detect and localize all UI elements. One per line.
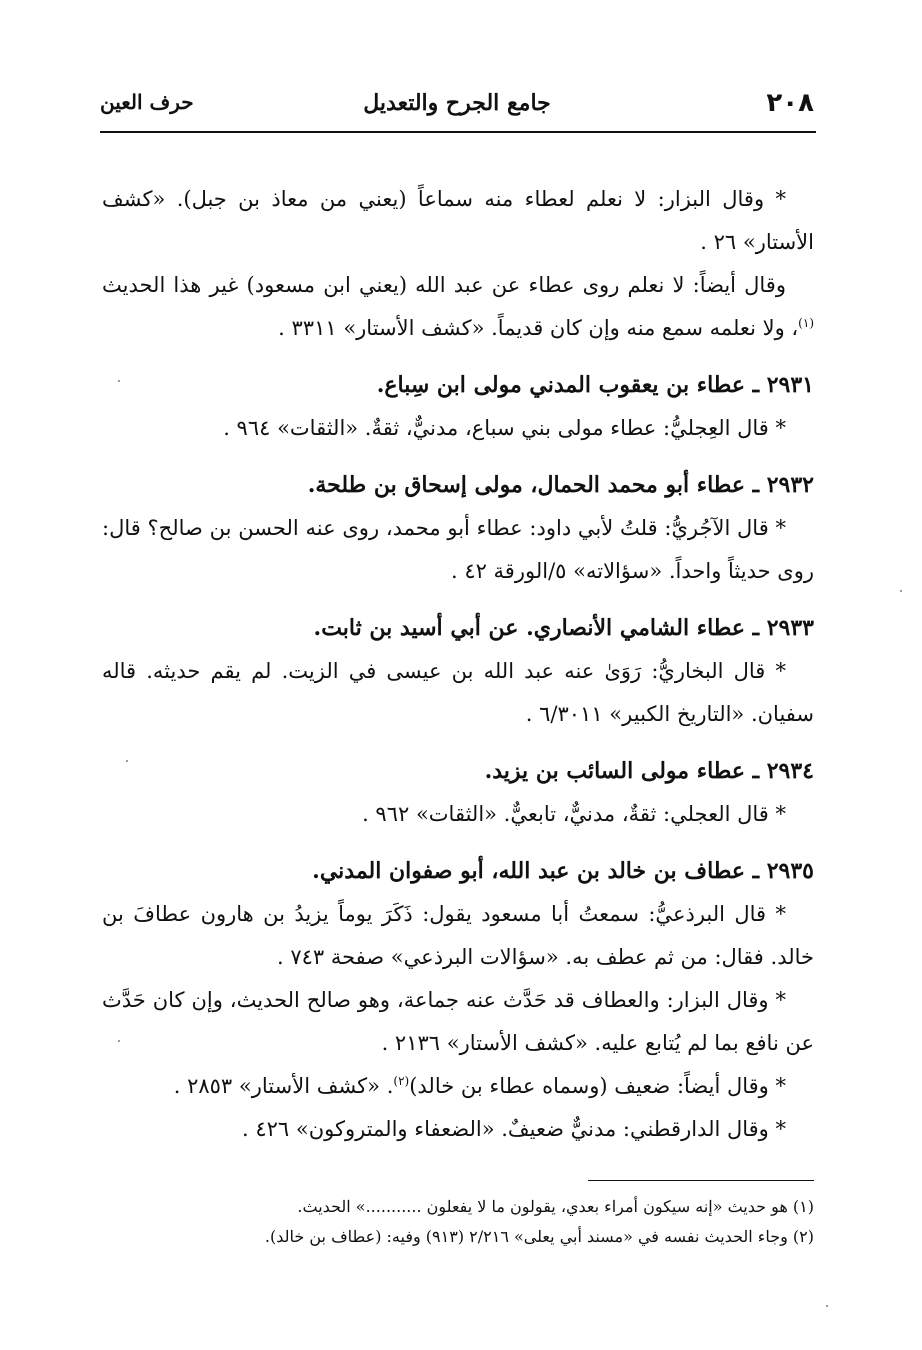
page-number: ٢٠٨ [766, 88, 814, 118]
entry-title: ٢٩٣١ ـ عطاء بن يعقوب المدني مولى ابن سِباع. [376, 372, 814, 398]
footnotes [140, 1192, 814, 1252]
footnote: (١) هو حديث «إنه سيكون أمراء بعدي، يقولون ما لا يفعلون ...........» الحديث. [297, 1197, 814, 1216]
scan-speck [826, 1305, 828, 1307]
entry-title: ٢٩٣٢ ـ عطاء أبو محمد الحمال، مولى إسحاق بن طلحة. [307, 472, 814, 498]
paragraph: وقال أيضاً: لا نعلم روى عطاء عن عبد الله (يعني ابن مسعود) غير هذا الحديث $^{(١)}$، ولا نعلمه سمع منه وإن كان قديماً. «كشف الأستار» ٣٣١١ . [102, 273, 814, 340]
paragraph: * قال البرذعيُّ: سمعتُ أبا مسعود يقول: ذَكَرَ يوماً يزيدُ بن هارون عطافَ بن خالد. فقال: من ثم عطف به. «سؤالات البرذعي» صفحة ٧٤٣ . [102, 902, 814, 969]
scan-speck [900, 590, 902, 592]
main-text [102, 178, 814, 1151]
scan-speck [118, 1040, 120, 1042]
paragraph: * وقال أيضاً: ضعيف (وسماه عطاء بن خالد)$^{(٢)}$. «كشف الأستار» ٢٨٥٣ . [173, 1074, 786, 1098]
paragraph: * وقال الدارقطني: مدنيٌّ ضعيفٌ. «الضعفاء والمتروكون» ٤٢٦ . [241, 1117, 786, 1141]
book-title: جامع الجرح والتعديل [363, 90, 551, 116]
paragraph: * قال العِجليُّ: عطاء مولى بني سباع، مدنيٌّ، ثقةٌ. «الثقات» ٩٦٤ . [223, 416, 786, 440]
entry-title: ٢٩٣٥ ـ عطاف بن خالد بن عبد الله، أبو صفوان المدني. [312, 858, 814, 884]
entry-title: ٢٩٣٤ ـ عطاء مولى السائب بن يزيد. [484, 758, 814, 784]
paragraph: * قال الآجُريُّ: قلتُ لأبي داود: عطاء أبو محمد، روى عنه الحسن بن صالح؟ قال: روى حديثاً واحداً. «سؤالاته» ٥/الورقة ٤٢ . [102, 516, 814, 583]
scan-speck [118, 380, 120, 382]
paragraph: * وقال البزار: والعطاف قد حَدَّث عنه جماعة، وهو صالح الحديث، وإن كان حَدَّث عن نافع بما لم يُتابع عليه. «كشف الأستار» ٢١٣٦ . [102, 988, 814, 1055]
footnote-ref: (١) [798, 316, 814, 330]
footnote-rule [588, 1180, 814, 1181]
footnote-ref: (٢) [393, 1074, 410, 1088]
page-header [100, 88, 814, 128]
paragraph: * قال البخاريُّ: رَوَىٰ عنه عبد الله بن عيسى في الزيت. لم يقم حديثه. قاله سفيان. «التاريخ الكبير» ٦/٣٠١١ . [102, 659, 814, 726]
paragraph: * وقال البزار: لا نعلم لعطاء منه سماعاً (يعني من معاذ بن جبل). «كشف الأستار» ٢٦ . [102, 187, 814, 254]
footnote: (٢) وجاء الحديث نفسه في «مسند أبي يعلى» ٢/٢١٦ (٩١٣) وفيه: (عطاف بن خالد). [264, 1227, 814, 1246]
paragraph: * قال العجلي: ثقةٌ، مدنيٌّ، تابعيٌّ. «الثقات» ٩٦٢ . [362, 802, 786, 826]
scan-speck [126, 760, 128, 762]
header-rule [100, 131, 816, 133]
entry-title: ٢٩٣٣ ـ عطاء الشامي الأنصاري. عن أبي أسيد بن ثابت. [313, 615, 814, 641]
section-title: حرف العين [100, 90, 194, 114]
